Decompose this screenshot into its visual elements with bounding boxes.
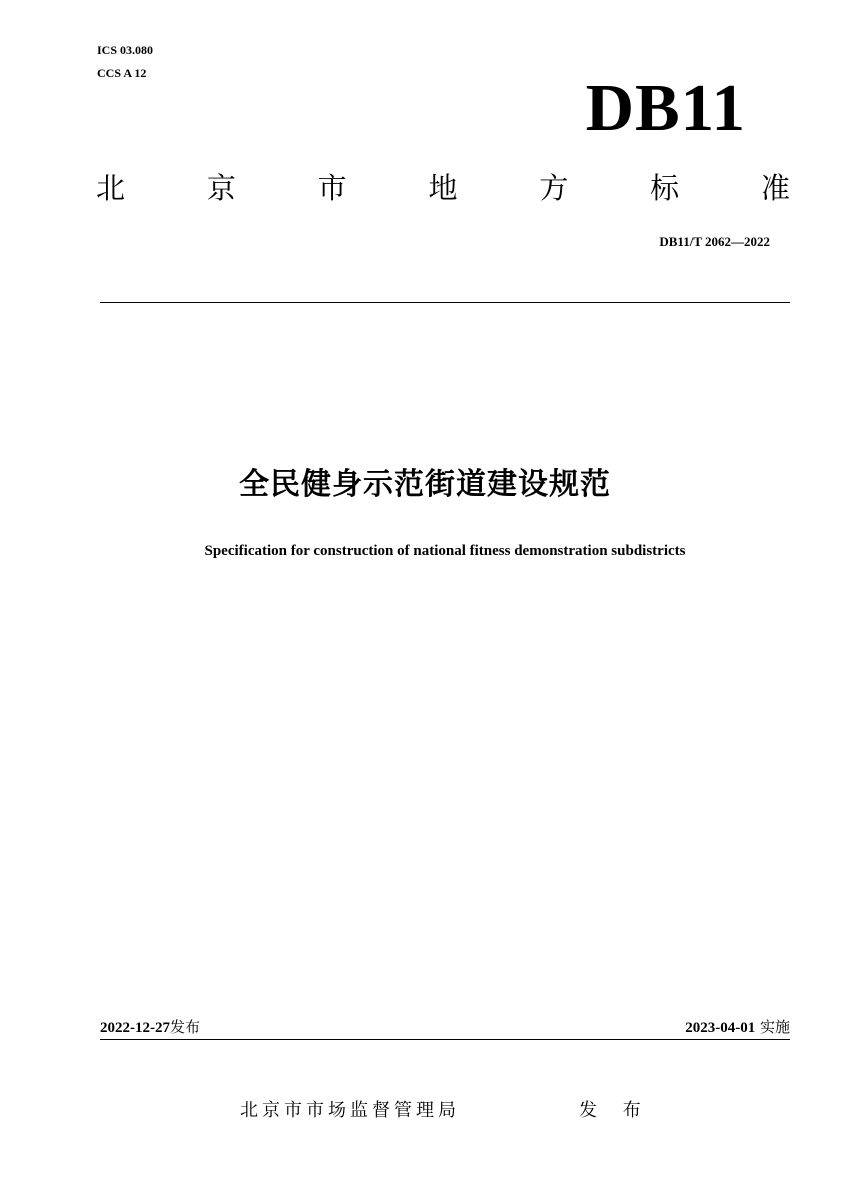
ics-code: ICS 03.080 (97, 43, 154, 57)
standard-type-char: 北 (96, 171, 126, 205)
standard-type-heading (96, 166, 790, 210)
standard-type-char: 方 (539, 171, 569, 205)
issue-date-label: 发布 (170, 1018, 201, 1036)
bottom-divider (100, 1039, 790, 1040)
standard-type-char: 市 (317, 171, 347, 205)
standard-type-char: 准 (760, 171, 790, 205)
issue-date (100, 1016, 200, 1039)
publish-label: 发 布 (579, 1100, 651, 1121)
implementation-date (685, 1016, 790, 1039)
ccs-code: CCS A 12 (97, 66, 147, 80)
implementation-date-label: 实施 (759, 1018, 790, 1036)
document-title-en: Specification for construction of national fitness demonstration subdistricts (204, 543, 686, 559)
publisher-name: 北京市市场监督管理局 (240, 1100, 460, 1121)
standard-logo: DB11 (585, 71, 746, 145)
document-title-zh: 全民健身示范街道建设规范 (239, 467, 611, 502)
standard-number: DB11/T 2062—2022 (659, 234, 770, 249)
implementation-date-value: 2023-04-01 (685, 1020, 756, 1036)
issue-date-value: 2022-12-27 (100, 1020, 170, 1036)
standard-type-char: 地 (428, 171, 458, 205)
standard-type-char: 京 (206, 171, 236, 205)
top-divider (100, 302, 790, 303)
standard-type-char: 标 (650, 171, 680, 205)
